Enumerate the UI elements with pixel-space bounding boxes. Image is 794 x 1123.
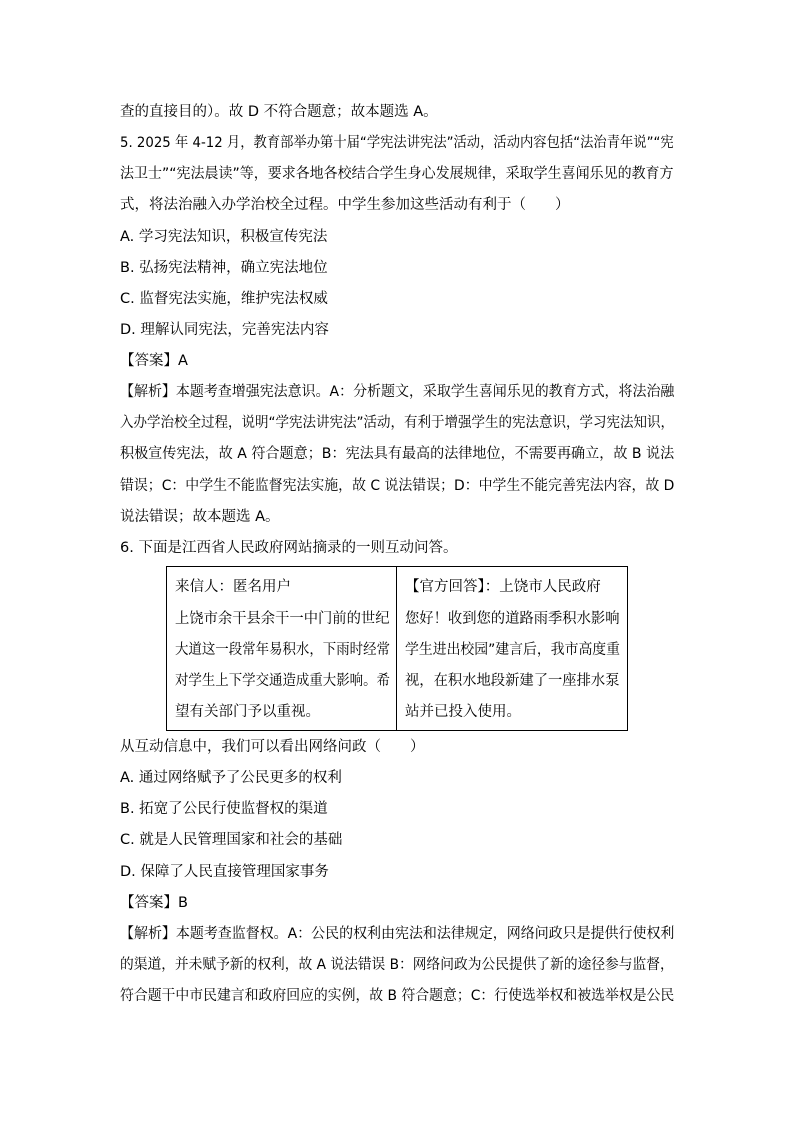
qa-table: [166, 566, 628, 731]
option-c: C. 监督宪法实施，维护宪法权威: [120, 291, 328, 307]
text-line: 查的直接目的）。故 D 不符合题意；故本题选 A。: [120, 104, 438, 120]
analysis-line: 的渠道，并未赋予新的权利，故 A 说法错误 B：网络问政为公民提供了新的途径参与监督，: [120, 957, 674, 973]
analysis-line: 【解析】本题考查监督权。A：公民的权利由宪法和法律规定，网络问政只是提供行使权利: [120, 926, 675, 942]
table-text: 大道这一段常年易积水，下雨时经常: [175, 642, 390, 658]
analysis-line: 符合题干中市民建言和政府回应的实例，故 B 符合题意；C：行使选举权和被选举权是公民: [120, 988, 675, 1004]
analysis-line: 【解析】本题考查增强宪法意识。A：分析题文，采取学生喜闻乐见的教育方式，将法治融: [120, 384, 675, 400]
option-a: A. 通过网络赋予了公民更多的权利: [120, 770, 342, 786]
analysis-line: 错误；C：中学生不能监督宪法实施，故 C 说法错误；D：中学生不能完善宪法内容，故 D: [120, 478, 675, 494]
question-5-stem: 5. 2025 年 4-12 月，教育部举办第十届“学宪法讲宪法”活动，活动内容包括“法治青年说”“宪: [120, 135, 674, 151]
official-reply-cell: [397, 567, 627, 730]
option-a: A. 学习宪法知识，积极宣传宪法: [120, 229, 328, 245]
citizen-message-cell: [167, 567, 397, 730]
table-text: 【官方回答】：上饶市人民政府: [405, 579, 601, 595]
answer-label: 【答案】B: [120, 895, 188, 911]
question-6-stem: 6. 下面是江西省人民政府网站摘录的一则互动问答。: [120, 540, 458, 556]
option-d: D. 理解认同宪法，完善宪法内容: [120, 322, 329, 338]
analysis-line: 说法错误；故本题选 A。: [120, 509, 280, 525]
table-text: 您好！收到您的道路雨季积水影响: [405, 611, 620, 627]
table-text: 视，在积水地段新建了一座排水泵: [405, 673, 620, 689]
table-text: 望有关部门予以重视。: [175, 704, 320, 720]
table-text: 上饶市余干县余干一中门前的世纪: [175, 611, 390, 627]
analysis-line: 入办学治校全过程，说明“学宪法讲宪法”活动，有利于增强学生的宪法意识，学习宪法知识，: [120, 415, 675, 431]
option-b: B. 拓宽了公民行使监督权的渠道: [120, 801, 328, 817]
analysis-line: 积极宣传宪法，故 A 符合题意；B：宪法具有最高的法律地位，不需要再确立，故 B 说法: [120, 446, 675, 462]
question-5-stem-cont: 法卫士”“宪法晨读”等，要求各地各校结合学生身心发展规律，采取学生喜闻乐见的教育方: [120, 166, 674, 182]
answer-label: 【答案】A: [120, 353, 188, 369]
option-c: C. 就是人民管理国家和社会的基础: [120, 832, 343, 848]
question-5-stem-cont: 式，将法治融入办学治校全过程。中学生参加这些活动有利于（ ）: [120, 197, 570, 213]
table-text: 学生进出校园”建言后，我市高度重: [405, 642, 621, 658]
option-b: B. 弘扬宪法精神，确立宪法地位: [120, 260, 328, 276]
table-text: 对学生上下学交通造成重大影响。希: [175, 673, 390, 689]
question-6-prompt: 从互动信息中，我们可以看出网络问政（ ）: [120, 739, 425, 755]
table-text: 站并已投入使用。: [405, 704, 521, 720]
option-d: D. 保障了人民直接管理国家事务: [120, 864, 329, 880]
table-text: 来信人：匿名用户: [175, 579, 291, 595]
